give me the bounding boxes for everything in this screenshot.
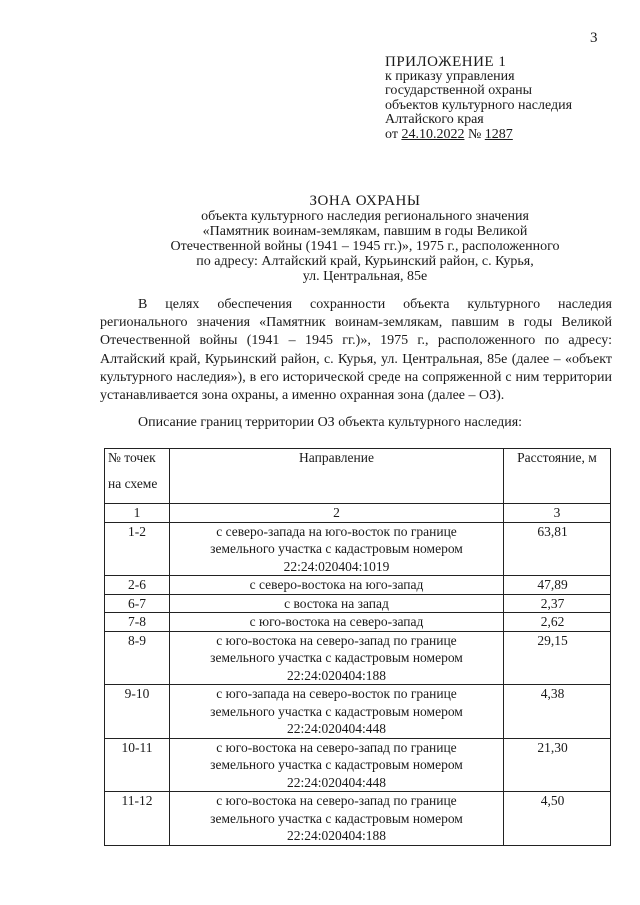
boundary-table [104, 448, 611, 846]
table-row [105, 594, 611, 613]
distance-cell: 4,38 [504, 685, 611, 739]
point-pair-cell: 11-12 [105, 792, 170, 846]
appendix-line: объектов культурного наследия [385, 97, 573, 113]
distance-cell: 47,89 [504, 576, 611, 595]
direction-line: 22:24:020404:448 [286, 774, 386, 790]
heading-line: по адресу: Алтайский край, Курьинский район, с. Курья, [196, 254, 534, 269]
direction-cell [170, 738, 504, 792]
direction-line: 22:24:020404:448 [286, 721, 386, 736]
table-row [105, 631, 611, 685]
distance-cell: 4,50 [504, 792, 611, 846]
direction-cell [170, 613, 504, 632]
order-date: 24.10.2022 [401, 126, 465, 142]
table-row [105, 522, 611, 576]
point-pair-cell: 6-7 [105, 594, 170, 613]
direction-cell [170, 594, 504, 613]
appendix-title: ПРИЛОЖЕНИЕ 1 [385, 54, 507, 70]
point-pair-cell: 2-6 [105, 576, 170, 595]
number-prefix: № [464, 126, 485, 142]
table-row [105, 613, 611, 632]
table-row [105, 792, 611, 846]
direction-line: 22:24:020404:188 [286, 828, 386, 843]
header-points-line2: на схеме [108, 475, 158, 491]
appendix-date-line [385, 128, 572, 143]
direction-line: с юго-востока на северо-запад по границе [216, 632, 457, 648]
direction-line: 22:24:020404:188 [286, 667, 386, 683]
direction-cell [170, 576, 504, 595]
table-row [105, 576, 611, 595]
distance-cell: 29,15 [504, 631, 611, 685]
direction-line: с юго-востока на северо-запад по границе [216, 739, 457, 755]
order-number: 1287 [484, 126, 513, 142]
page-number: 3 [590, 30, 598, 46]
direction-cell [170, 522, 504, 576]
direction-line: земельного участка с кадастровым номером [210, 757, 463, 772]
direction-line: земельного участка с кадастровым номером [210, 541, 463, 556]
direction-line: земельного участка с кадастровым номером [210, 650, 463, 665]
header-points-line1: № точек [108, 450, 156, 465]
table-row [105, 685, 611, 739]
point-pair-cell: 1-2 [105, 522, 170, 576]
direction-cell [170, 685, 504, 739]
point-pair-cell: 10-11 [105, 738, 170, 792]
column-index-row [105, 504, 611, 523]
column-index: 2 [170, 504, 504, 523]
direction-line: с северо-востока на юго-запад [249, 577, 424, 592]
appendix-line: Алтайского края [385, 112, 484, 127]
table-caption: Описание границ территории ОЗ объекта культурного наследия: [138, 415, 523, 430]
direction-line: с востока на запад [284, 595, 389, 611]
direction-cell [170, 631, 504, 685]
direction-line: с юго-востока на северо-запад [249, 614, 424, 629]
direction-line: земельного участка с кадастровым номером [210, 703, 463, 719]
appendix-line: к приказу управления [385, 68, 515, 84]
appendix-block [385, 55, 572, 142]
table-row [105, 738, 611, 792]
header-distance: Расстояние, м [504, 449, 611, 504]
header-points [105, 449, 170, 504]
document-heading [100, 194, 630, 284]
column-index: 3 [504, 504, 611, 523]
distance-cell: 2,62 [504, 613, 611, 632]
table-header-row [105, 449, 611, 504]
direction-line: земельного участка с кадастровым номером [210, 810, 463, 826]
point-pair-cell: 9-10 [105, 685, 170, 739]
date-prefix: от [385, 126, 402, 142]
heading-line: ул. Центральная, 85е [302, 269, 428, 284]
direction-line: с юго-запада на северо-восток по границе [216, 686, 457, 701]
column-index: 1 [105, 504, 170, 523]
header-direction: Направление [170, 449, 504, 504]
paragraph-text: В целях обеспечения сохранности объекта культурного наследия регионального значения «Памятник воинам-землякам, павшим в годы Великой Отечественной войны (1941 – 1945 гг.)», 1975 г., расположенного по адресу: Алтайский край, Курьинский район, с. Курья, ул. Центральная, 85е (далее – «объект культурного наследия»), в его исторической среде на сопряженной с ним территории устанавливается зона охраны, а именно охранная зона (далее – ОЗ). [100, 297, 612, 404]
direction-line: 22:24:020404:1019 [283, 558, 390, 574]
heading-title: ЗОНА ОХРАНЫ [309, 193, 421, 209]
point-pair-cell: 7-8 [105, 613, 170, 632]
body-paragraph [100, 296, 612, 405]
appendix-line: государственной охраны [385, 83, 533, 98]
distance-cell: 21,30 [504, 738, 611, 792]
distance-cell: 63,81 [504, 522, 611, 576]
heading-line: Отечественной войны (1941 – 1945 гг.)», 1975 г., расположенного [170, 239, 560, 254]
heading-line: объекта культурного наследия регионального значения [201, 209, 529, 224]
point-pair-cell: 8-9 [105, 631, 170, 685]
direction-line: с северо-запада на юго-восток по границе [216, 523, 457, 539]
direction-cell [170, 792, 504, 846]
direction-line: с юго-востока на северо-запад по границе [216, 793, 457, 808]
distance-cell: 2,37 [504, 594, 611, 613]
heading-line: «Памятник воинам-землякам, павшим в годы Великой [202, 224, 528, 239]
